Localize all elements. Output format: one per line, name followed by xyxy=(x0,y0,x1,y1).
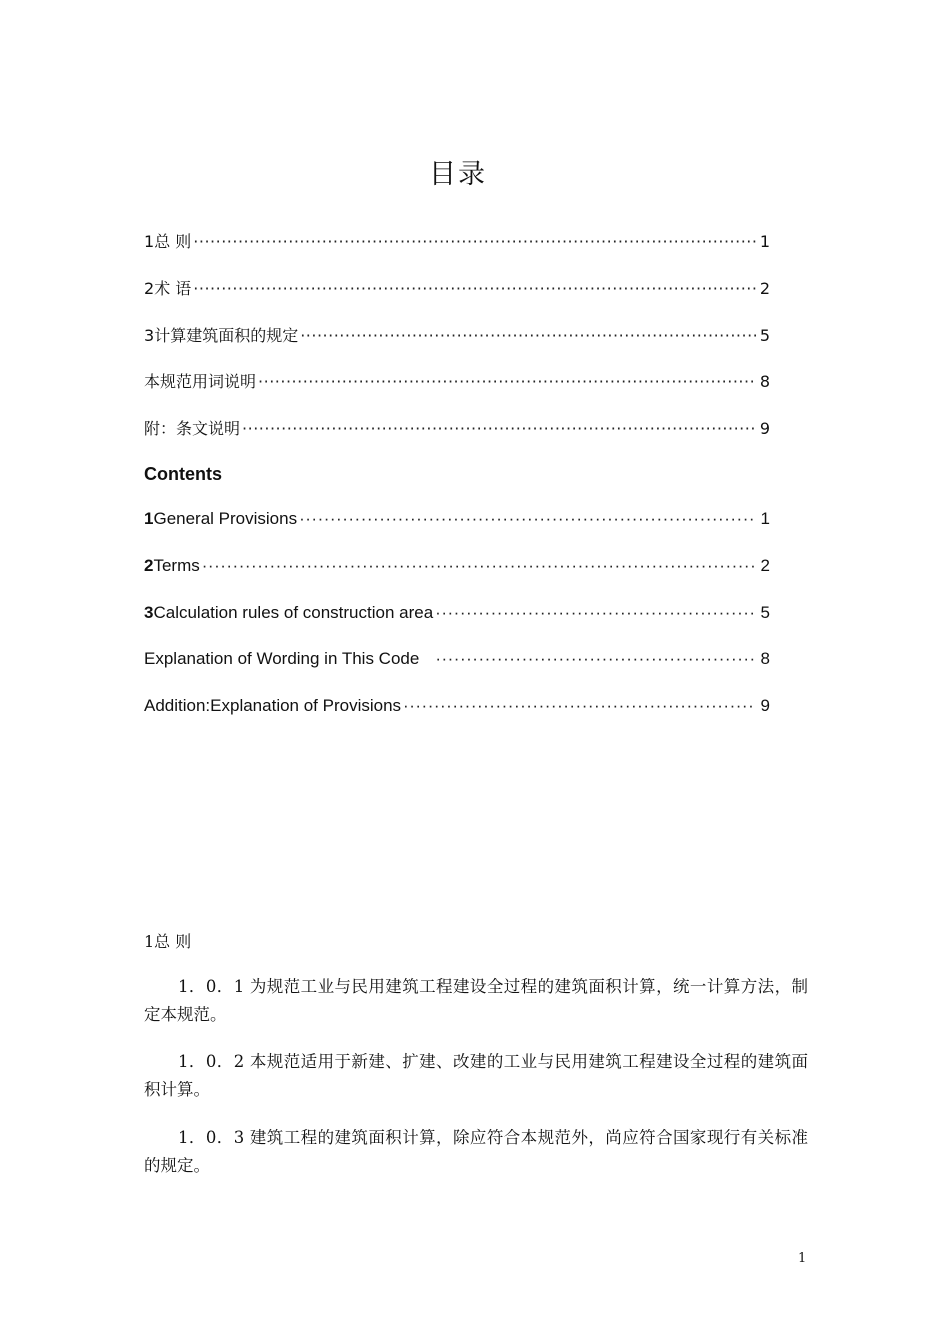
toc-entry-cn-5[interactable] xyxy=(144,416,770,439)
toc-entry-en-5[interactable] xyxy=(144,696,770,716)
toc-dot-leader xyxy=(300,326,756,345)
toc-entry-label: General Provisions xyxy=(153,509,298,528)
paragraph-1-0-2: 1．0．2 本规范适用于新建、扩建、改建的工业与民用建筑工程建设全过程的建筑面积计算。 xyxy=(144,1052,808,1099)
toc-entry-page: 2 xyxy=(760,556,770,575)
toc-entry-page: 8 xyxy=(760,649,770,668)
toc-entry-number: 3 xyxy=(144,326,155,345)
contents-heading: Contents xyxy=(144,464,222,484)
toc-entry-label: 本规范用词说明 xyxy=(144,372,257,391)
toc-entry-label: Calculation rules of construction area xyxy=(153,603,434,622)
toc-entry-number: 1 xyxy=(144,509,154,528)
toc-entry-page: 8 xyxy=(759,372,770,391)
toc-dot-leader xyxy=(258,372,756,391)
toc-dot-leader xyxy=(435,649,756,669)
toc-entry-en-4[interactable] xyxy=(144,649,770,669)
toc-entry-page: 1 xyxy=(759,232,770,251)
chapter-heading: 1总 则 xyxy=(144,932,192,951)
toc-entry-label: 总 则 xyxy=(154,232,192,251)
toc-entry-cn-2[interactable] xyxy=(144,276,770,299)
toc-entry-cn-1[interactable] xyxy=(144,229,770,252)
toc-dot-leader xyxy=(403,696,756,716)
toc-entry-label: Addition:Explanation of Provisions xyxy=(144,696,402,715)
toc-dot-leader xyxy=(193,232,756,251)
toc-dot-leader xyxy=(202,556,756,576)
toc-entry-page: 9 xyxy=(759,419,770,438)
toc-entry-page: 1 xyxy=(760,509,770,528)
toc-title: 目录 xyxy=(429,159,487,190)
toc-entry-page: 5 xyxy=(760,603,770,622)
toc-entry-label: 附：条文说明 xyxy=(144,419,241,438)
page-number: 1 xyxy=(798,1251,807,1266)
toc-entry-number: 3 xyxy=(144,603,154,622)
toc-entry-label: 计算建筑面积的规定 xyxy=(154,326,299,345)
toc-entry-number: 1 xyxy=(144,232,155,251)
toc-entry-page: 2 xyxy=(759,279,770,298)
toc-entry-en-3[interactable] xyxy=(144,603,770,623)
paragraph-1-0-3: 1．0．3 建筑工程的建筑面积计算，除应符合本规范外，尚应符合国家现行有关标准的规定。 xyxy=(144,1128,808,1175)
toc-entry-label: Explanation of Wording in This Code xyxy=(144,649,420,668)
toc-entry-cn-3[interactable] xyxy=(144,323,770,346)
toc-dot-leader xyxy=(193,279,756,298)
toc-entry-label: 术 语 xyxy=(154,279,192,298)
toc-entry-en-2[interactable] xyxy=(144,556,770,576)
toc-dot-leader xyxy=(435,603,756,623)
toc-entry-en-1[interactable] xyxy=(144,509,770,529)
toc-entry-label: Terms xyxy=(153,556,200,575)
toc-entry-page: 5 xyxy=(759,326,770,345)
toc-entry-cn-4[interactable] xyxy=(144,369,770,392)
toc-dot-leader xyxy=(242,419,756,438)
toc-dot-leader xyxy=(299,509,756,529)
toc-entry-number: 2 xyxy=(144,556,154,575)
paragraph-1-0-1: 1．0．1 为规范工业与民用建筑工程建设全过程的建筑面积计算，统一计算方法，制定本规范。 xyxy=(144,977,808,1024)
toc-entry-number: 2 xyxy=(144,279,155,298)
toc-entry-page: 9 xyxy=(760,696,770,715)
